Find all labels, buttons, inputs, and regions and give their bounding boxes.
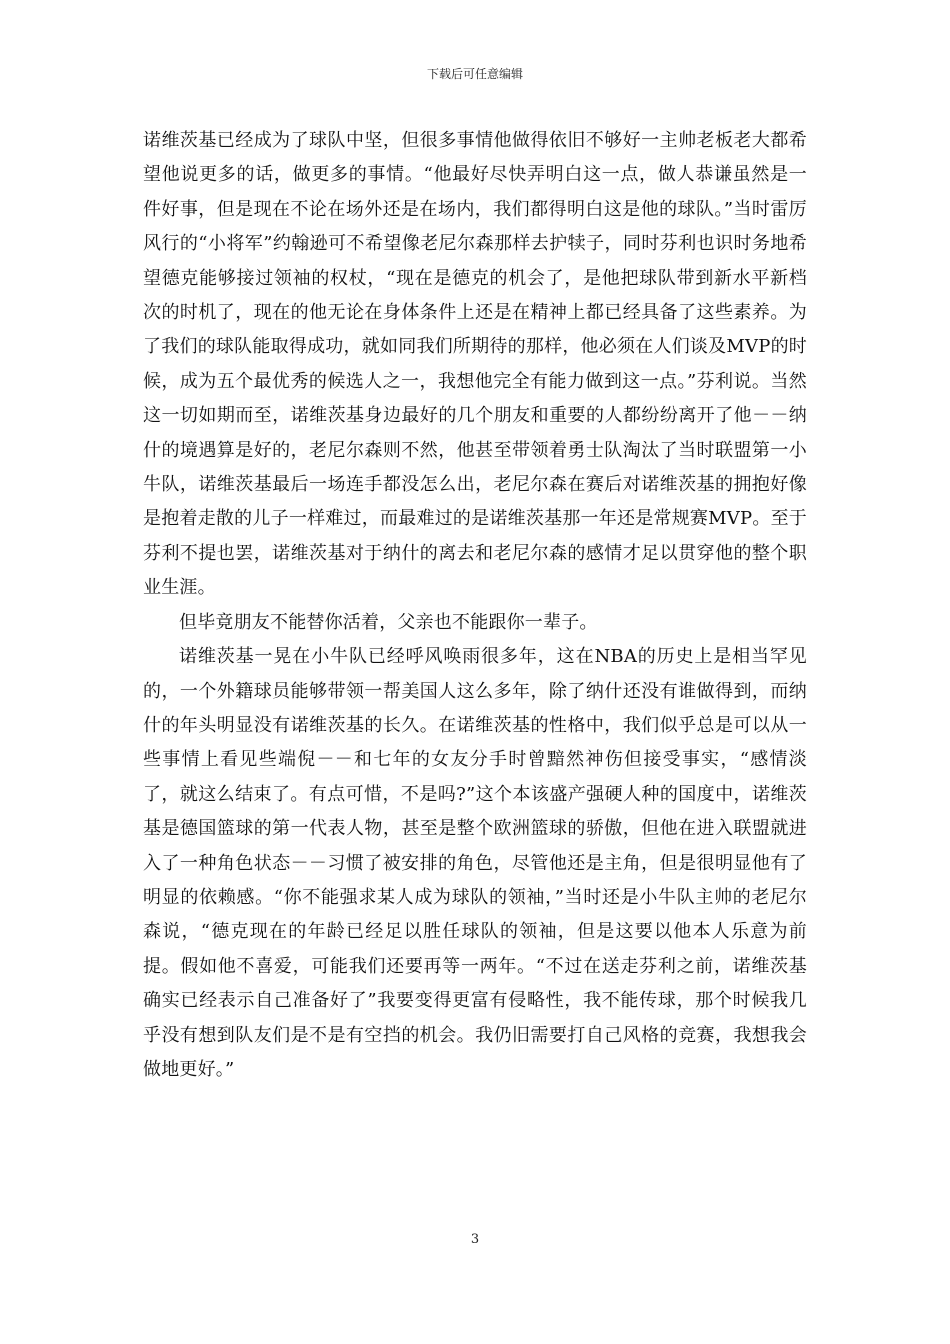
- document-body: [143, 124, 807, 1087]
- page-number: 3: [470, 1232, 480, 1247]
- page-header: 下载后可任意编辑: [426, 67, 523, 81]
- paragraph-2: 但毕竟朋友不能替你活着，父亲也不能跟你一辈子。: [179, 611, 598, 633]
- paragraph-1: 诺维茨基已经成为了球队中坚，但很多事情他做得依旧不够好一主帅老板老大都希望他说更多的话，做更多的事情。“他最好尽快弄明白这一点，做人恭谦虽然是一件好事，但是现在不论在场外还是在场内，我们都得明白这是他的球队。”当时雷厉风行的“小将军”约翰逊可不希望像老尼尔森那样去护犊子，同时芬利也识时务地希望德克能够接过领袖的权杖，“现在是德克的机会了，是他把球队带到新水平新档次的时机了，现在的他无论在身体条件上还是在精神上都已经具备了这些素养。为了我们的球队能取得成功，就如同我们所期待的那样，他必须在人们谈及MVP的时候，成为五个最优秀的候选人之一，我想他完全有能力做到这一点。”芬利说。当然这一切如期而至，诺维茨基身边最好的几个朋友和重要的人都纷纷离开了他－－纳什的境遇算是好的，老尼尔森则不然，他甚至带领着勇士队淘汰了当时联盟第一小牛队，诺维茨基最后一场连手都没怎么出，老尼尔森在赛后对诺维茨基的拥抱好像是抱着走散的儿子一样难过，而最难过的是诺维茨基那一年还是常规赛MVP。至于芬利不提也罢，诺维茨基对于纳什的离去和老尼尔森的感情才足以贯穿他的整个职业生涯。: [143, 130, 807, 599]
- paragraph-3: 诺维茨基一晃在小牛队已经呼风唤雨很多年，这在NBA的历史上是相当罕见的，一个外籍球员能够带领一帮美国人这么多年，除了纳什还没有谁做得到，而纳什的年头明显没有诺维茨基的长久。在诺维茨基的性格中，我们似乎总是可以从一些事情上看见些端倪－－和七年的女友分手时曾黯然神伤但接受事实，“感情淡了，就这么结束了。有点可惜，不是吗?”这个本该盛产强硬人种的国度中，诺维茨基是德国篮球的第一代表人物，甚至是整个欧洲篮球的骄傲，但他在进入联盟就进入了一种角色状态－－习惯了被安排的角色，尽管他还是主角，但是很明显他有了明显的依赖感。“你不能强求某人成为球队的领袖，”当时还是小牛队主帅的老尼尔森说，“德克现在的年龄已经足以胜任球队的领袖，但是这要以他本人乐意为前提。假如他不喜爱，可能我们还要再等一两年。“不过在送走芬利之前，诺维茨基确实已经表示自己准备好了”我要变得更富有侵略性，我不能传球，那个时候我几乎没有想到队友们是不是有空挡的机会。我仍旧需要打自己风格的竞赛，我想我会做地更好。”: [143, 646, 807, 1080]
